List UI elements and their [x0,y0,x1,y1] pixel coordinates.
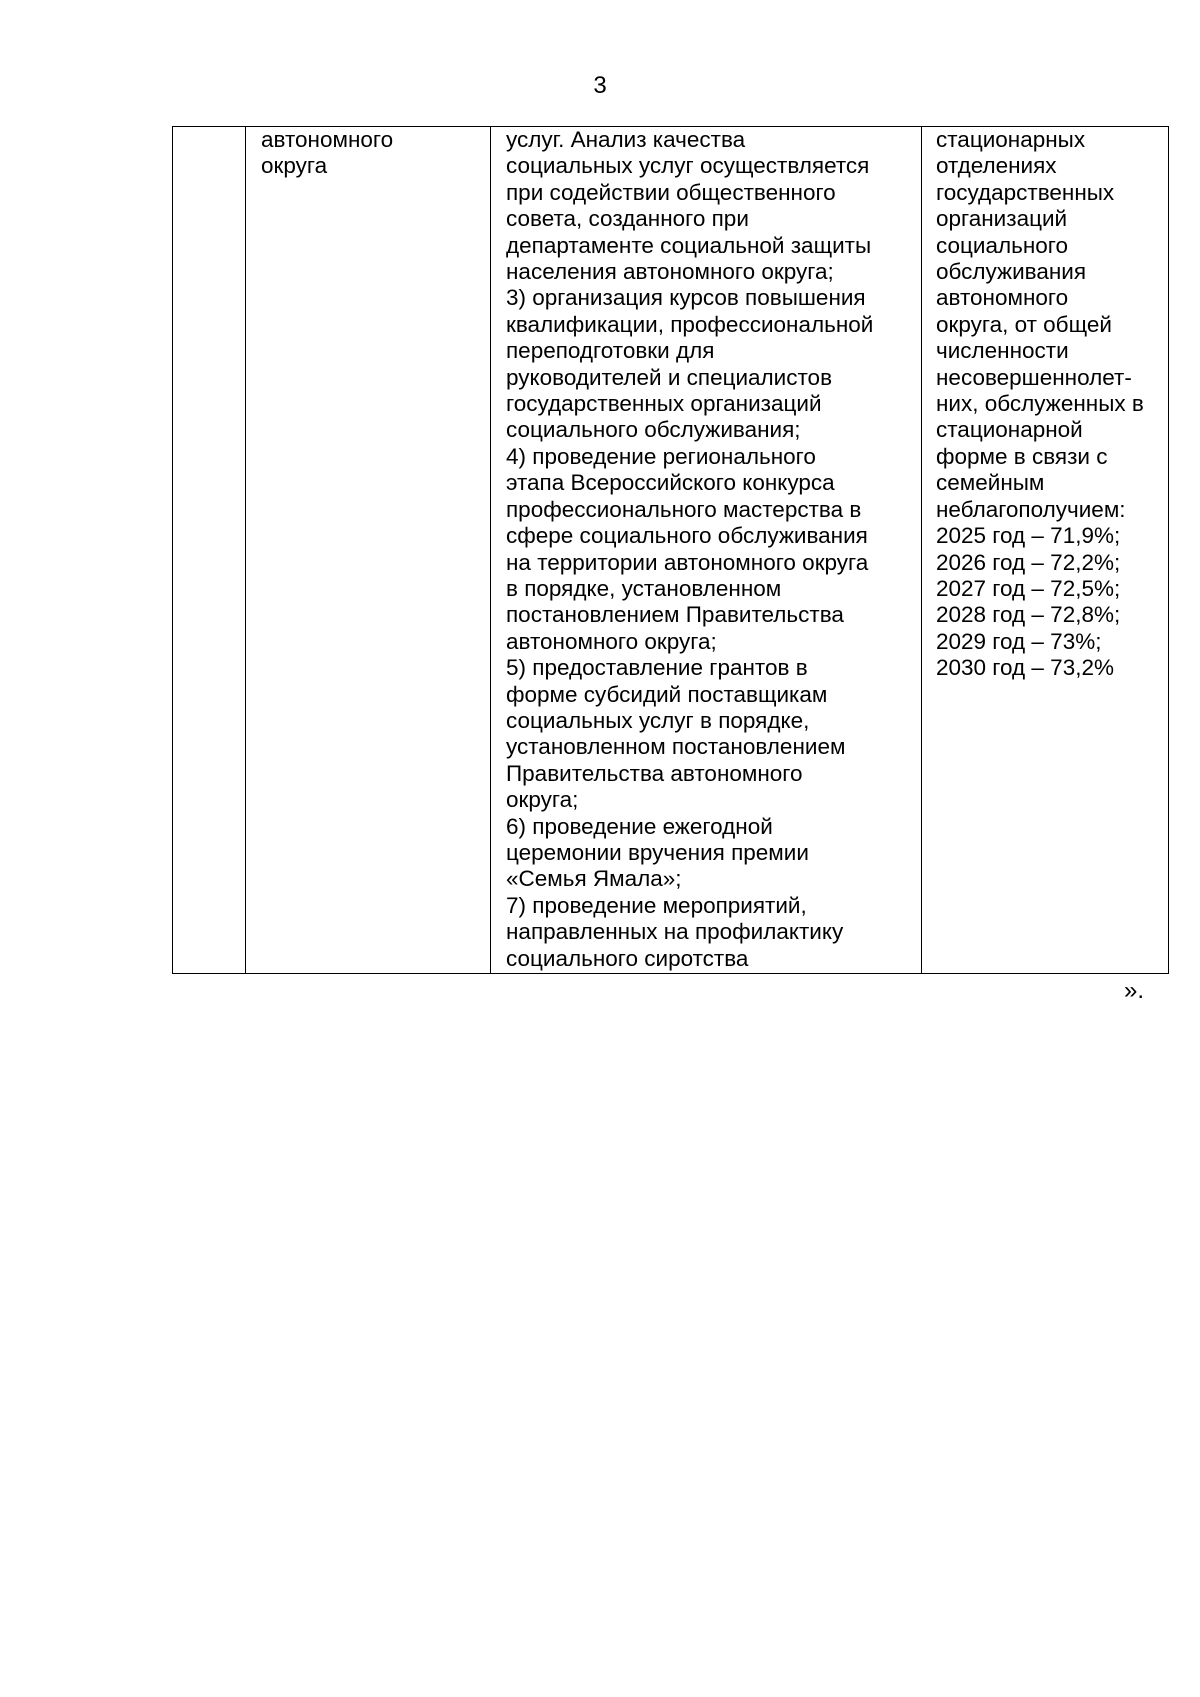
text-line: услуг. Анализ качества [506,127,746,152]
text-line: стационарных [936,127,1086,152]
text-line: форме в связи с [936,443,1108,469]
text-line: социальных услуг в порядке, [506,707,810,733]
text-line: на территории автономного округа [506,549,869,575]
text-line: этапа Всероссийского конкурса [506,470,835,496]
table-cell-number [173,127,246,974]
text-line: социального [936,232,1069,258]
table-cell-indicators [922,127,1169,974]
text-line: обслуживания [936,259,1087,285]
text-line: численности [936,338,1069,364]
text-line: семейным [936,470,1045,496]
text-line: округа [261,153,328,179]
text-line: 2030 год – 73,2% [936,655,1114,681]
text-line: в порядке, установленном [506,575,782,601]
text-line: отделениях [936,153,1057,179]
text-line: профессионального мастерства в [506,496,862,522]
text-line: форме субсидий поставщикам [506,681,828,707]
document-table [172,126,1169,974]
text-line: государственных [936,179,1115,205]
text-line: населения автономного округа; [506,259,834,285]
text-line: сфере социального обслуживания [506,523,868,549]
text-line: церемонии вручения премии [506,839,809,865]
text-line: несовершеннолет- [936,364,1132,390]
text-line: 6) проведение ежегодной [506,813,773,839]
text-line: руководителей и специалистов [506,364,833,390]
text-line: социального сиротства [506,945,749,971]
text-line: направленных на профилактику [506,919,844,945]
page-number: 3 [593,72,607,99]
text-line: 2028 год – 72,8%; [936,602,1121,628]
text-line: при содействии общественного [506,179,836,205]
text-line: Правительства автономного [506,760,803,786]
text-line: автономного [261,127,394,152]
cell-content [246,127,490,180]
table-cell-measures [491,127,922,974]
text-line: 7) проведение мероприятий, [506,892,807,918]
text-line: совета, созданного при [506,206,749,232]
text-line: 3) организация курсов повышения [506,285,866,311]
text-line: 2027 год – 72,5%; [936,575,1121,601]
text-line: социального обслуживания; [506,417,801,443]
text-line: автономного [936,285,1069,311]
text-line: 4) проведение регионального [506,443,816,469]
text-line: 2025 год – 71,9%; [936,523,1121,549]
text-line: постановлением Правительства [506,602,844,628]
table-row [173,127,1169,974]
text-line: 5) предоставление грантов в [506,655,808,681]
text-line: «Семья Ямала»; [506,866,682,892]
text-line: социальных услуг осуществляется [506,153,870,179]
text-line: переподготовки для [506,338,715,364]
text-line: 2029 год – 73%; [936,628,1102,654]
cell-content [922,127,1168,682]
text-line: них, обслуженных в [936,391,1144,417]
text-line: государственных организаций [506,391,822,417]
text-line: 2026 год – 72,2%; [936,549,1121,575]
text-line: неблагополучием: [936,496,1126,522]
text-line: организаций [936,206,1068,232]
text-line: автономного округа; [506,628,717,654]
text-line: округа, от общей [936,311,1112,337]
text-line: квалификации, профессиональной [506,311,874,337]
cell-content [491,127,921,972]
text-line: установленном постановлением [506,734,846,760]
text-line: департаменте социальной защиты [506,232,872,258]
text-line: округа; [506,787,579,813]
closing-quote-mark: ». [1124,977,1145,1004]
table-cell-subject [246,127,491,974]
text-line: стационарной [936,417,1083,443]
